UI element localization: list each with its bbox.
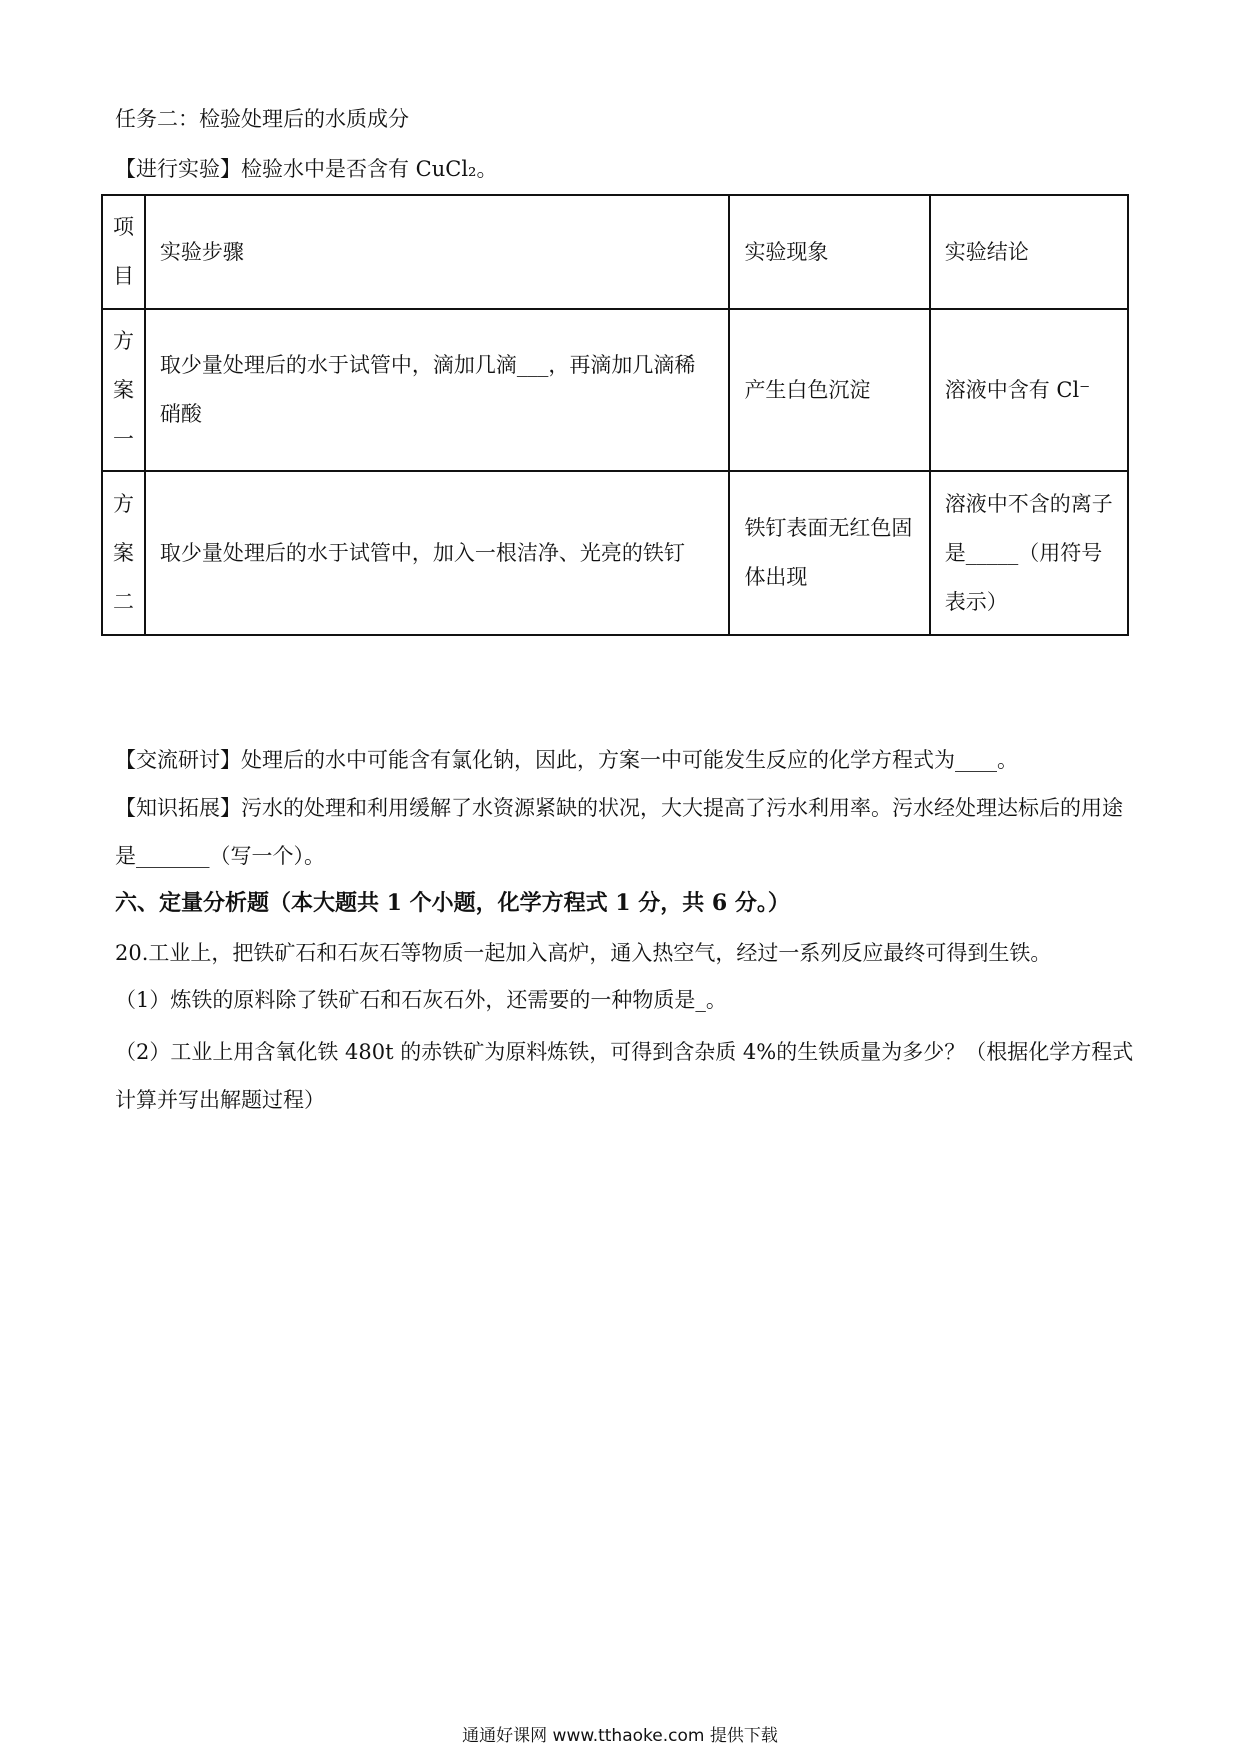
header-conclusion: 实验结论 bbox=[930, 195, 1128, 309]
experiment-intro: 【进行实验】检验水中是否含有 CuCl₂。 bbox=[115, 157, 498, 181]
section-six-title: 六、定量分析题（本大题共 1 个小题，化学方程式 1 分，共 6 分。） bbox=[115, 890, 790, 916]
header-steps: 实验步骤 bbox=[145, 195, 730, 309]
header-item-cell bbox=[102, 195, 145, 309]
task-two-heading: 任务二：检验处理后的水质成分 bbox=[115, 107, 409, 131]
header-item: 项目 bbox=[112, 215, 134, 288]
row2-item-cell bbox=[102, 471, 145, 635]
row1-steps: 取少量处理后的水于试管中，滴加几滴___，再滴加几滴稀硝酸 bbox=[145, 309, 730, 471]
experiment-table bbox=[101, 194, 1129, 636]
q20-stem: 20.工业上，把铁矿石和石灰石等物质一起加入高炉，通入热空气，经过一系列反应最终可得到生铁。 bbox=[115, 941, 1052, 965]
header-phenomenon: 实验现象 bbox=[729, 195, 929, 309]
row2-phenomenon: 铁钉表面无红色固体出现 bbox=[729, 471, 929, 635]
page-footer: 通通好课网 www.tthaoke.com 提供下载 bbox=[462, 1726, 778, 1746]
row2-steps: 取少量处理后的水于试管中，加入一根洁净、光亮的铁钉 bbox=[145, 471, 730, 635]
table-row bbox=[102, 471, 1128, 635]
table-row bbox=[102, 309, 1128, 471]
row1-conclusion: 溶液中含有 Cl⁻ bbox=[930, 309, 1128, 471]
row1-item: 方案一 bbox=[112, 328, 134, 451]
row1-item-cell bbox=[102, 309, 145, 471]
table-header-row bbox=[102, 195, 1128, 309]
discussion-paragraph: 【交流研讨】处理后的水中可能含有氯化钠，因此，方案一中可能发生反应的化学方程式为____。 bbox=[115, 748, 1018, 772]
row1-phenomenon: 产生白色沉淀 bbox=[729, 309, 929, 471]
row2-conclusion: 溶液中不含的离子是_____（用符号表示） bbox=[930, 471, 1128, 635]
q20-part2: （2）工业上用含氧化铁 480t 的赤铁矿为原料炼铁，可得到含杂质 4%的生铁质量为多少？（根据化学方程式计算并写出解题过程） bbox=[115, 1040, 1134, 1112]
row2-item: 方案二 bbox=[112, 491, 134, 614]
q20-part1: （1）炼铁的原料除了铁矿石和石灰石外，还需要的一种物质是_。 bbox=[115, 988, 727, 1012]
extension-paragraph: 【知识拓展】污水的处理和利用缓解了水资源紧缺的状况，大大提高了污水利用率。污水经处理达标后的用途是_______（写一个）。 bbox=[115, 796, 1123, 868]
